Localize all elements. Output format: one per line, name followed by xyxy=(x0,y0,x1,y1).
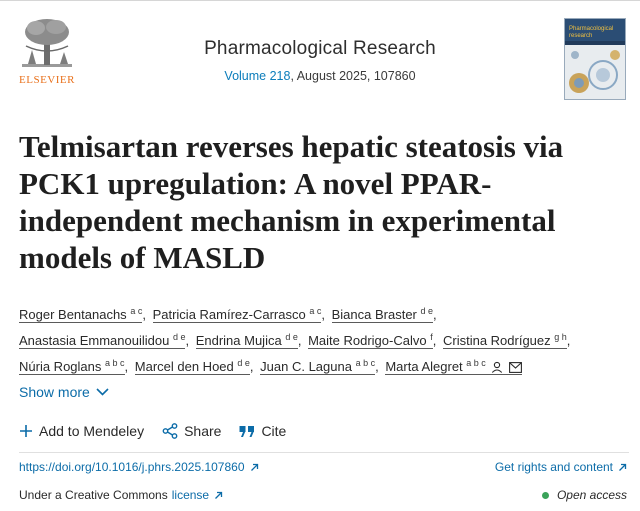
external-link-icon xyxy=(250,463,259,472)
author-link[interactable]: Maite Rodrigo-Calvo $^f$ xyxy=(308,332,433,348)
author-link-corresponding[interactable]: Marta Alegret $^{a b c}$ xyxy=(385,359,522,375)
open-access-dot-icon xyxy=(542,492,549,499)
person-icon xyxy=(491,361,503,373)
author-link[interactable]: Núria Roglans $^{a b c}$ xyxy=(19,358,125,374)
cc-prefix: Under a Creative Commons xyxy=(19,488,168,502)
author-link[interactable]: Marcel den Hoed $^{d e}$ xyxy=(134,358,250,374)
open-access-label: Open access xyxy=(556,488,627,502)
creative-commons-notice xyxy=(19,488,223,502)
envelope-icon xyxy=(509,362,522,373)
cover-title: Pharmacological research xyxy=(569,26,614,39)
external-link-icon xyxy=(214,491,223,500)
share-label: Share xyxy=(184,423,222,439)
journal-info xyxy=(150,38,490,83)
get-rights-link[interactable] xyxy=(495,460,627,474)
author-link[interactable]: Roger Bentanachs $^{a c}$ xyxy=(19,306,143,322)
cover-art-icon xyxy=(565,45,625,100)
share-button[interactable] xyxy=(162,423,221,439)
journal-issue xyxy=(150,69,490,83)
author-link[interactable]: Patricia Ramírez-Carrasco $^{a c}$ xyxy=(152,306,322,322)
open-access-badge xyxy=(542,488,627,502)
doi-text: https://doi.org/10.1016/j.phrs.2025.107860 xyxy=(19,460,245,474)
publisher-logo[interactable] xyxy=(16,16,78,88)
doi-link[interactable] xyxy=(19,460,259,474)
rights-text: Get rights and content xyxy=(494,460,613,474)
author-link[interactable]: Bianca Braster $^{d e}$ xyxy=(331,306,434,322)
journal-title[interactable]: Pharmacological Research xyxy=(204,38,436,59)
author-list: Roger Bentanachs $^{a c}$, Patricia Ramírez-Carrasco $^{a c}$, Bianca Braster $^{d e}$, Anastasia Emmanouilidou $^{d e}$, Endrina Mujica $^{d e}$, Maite Rodrigo-Calvo $^f$, Cristina Rodríguez $^{g h}$, Núria Roglans $^{a b c}$, Marcel den Hoed $^{d e}$, Juan C. Laguna $^{a b c}$, Marta Alegret $^{a b c}$ xyxy=(19,306,571,374)
journal-cover[interactable] xyxy=(564,18,626,100)
license-link[interactable] xyxy=(172,488,223,502)
mendeley-label: Add to Mendeley xyxy=(39,423,145,439)
show-more-label: Show more xyxy=(19,384,90,400)
article-actions xyxy=(19,420,304,442)
article-header xyxy=(0,12,640,110)
publisher-name: ELSEVIER xyxy=(19,74,75,86)
issue-info: , August 2025, 107860 xyxy=(290,69,416,83)
author-link[interactable]: Anastasia Emmanouilidou $^{d e}$ xyxy=(19,332,186,348)
top-border xyxy=(0,0,640,1)
author-link[interactable]: Endrina Mujica $^{d e}$ xyxy=(195,332,298,348)
cite-button[interactable] xyxy=(239,423,286,439)
section-divider xyxy=(19,452,629,453)
volume-link[interactable]: Volume 218 xyxy=(224,69,291,83)
article-title: Telmisartan reverses hepatic steatosis via PCK1 upregulation: A novel PPAR-independent mechanism in experimental models of MASLD xyxy=(19,129,564,275)
elsevier-tree-icon xyxy=(16,16,78,72)
quote-icon xyxy=(239,425,255,438)
show-more-button[interactable] xyxy=(19,384,109,400)
external-link-icon xyxy=(618,463,627,472)
plus-icon xyxy=(19,424,33,438)
author-link[interactable]: Cristina Rodríguez $^{g h}$ xyxy=(442,332,567,348)
license-text: license xyxy=(171,488,210,502)
add-to-mendeley-button[interactable] xyxy=(19,423,144,439)
share-icon xyxy=(162,423,178,439)
chevron-down-icon xyxy=(96,388,109,396)
author-link[interactable]: Juan C. Laguna $^{a b c}$ xyxy=(260,358,376,374)
cite-label: Cite xyxy=(261,423,287,439)
